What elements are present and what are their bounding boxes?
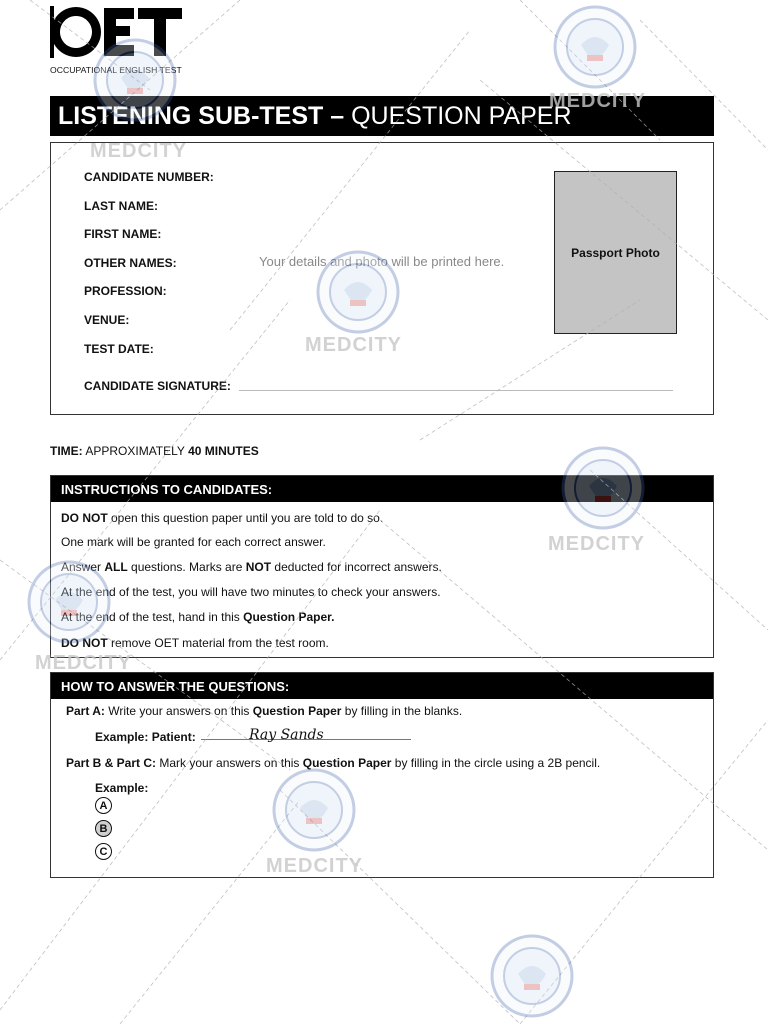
candidate-details-box bbox=[50, 142, 714, 415]
instructions-box bbox=[50, 475, 714, 658]
watermark-text: MEDCITY bbox=[549, 90, 646, 112]
how-to-answer-box bbox=[50, 672, 714, 878]
instruction-line: DO NOT open this question paper until you are told to do so. bbox=[61, 511, 384, 525]
profession-label: PROFESSION: bbox=[84, 284, 167, 298]
watermark-text: MEDCITY bbox=[266, 855, 363, 877]
example-patient-answer: Ray Sands bbox=[249, 727, 324, 743]
option-bubble-b: B bbox=[95, 820, 112, 837]
oet-logo bbox=[50, 6, 185, 78]
example-label: Example: bbox=[95, 781, 149, 795]
instruction-line: Answer ALL questions. Marks are NOT deducted for incorrect answers. bbox=[61, 560, 442, 574]
instructions-heading: INSTRUCTIONS TO CANDIDATES: bbox=[51, 476, 713, 502]
details-hint: Your details and photo will be printed here. bbox=[259, 254, 505, 269]
instruction-line: One mark will be granted for each correct answer. bbox=[61, 535, 326, 549]
part-bc-instruction: Part B & Part C: Mark your answers on this Question Paper by filling in the circle using a 2B pencil. bbox=[66, 756, 601, 770]
watermark-text: MEDCITY bbox=[90, 140, 187, 162]
other-names-label: OTHER NAMES: bbox=[84, 256, 177, 270]
page-title bbox=[50, 96, 714, 136]
passport-photo-box bbox=[554, 171, 677, 334]
logo-subtitle: OCCUPATIONAL ENGLISH TEST bbox=[50, 65, 182, 75]
signature-line bbox=[239, 390, 673, 391]
instruction-line: At the end of the test, you will have two minutes to check your answers. bbox=[61, 585, 441, 599]
time-value: 40 MINUTES bbox=[188, 444, 259, 458]
oet-logo-mark bbox=[50, 6, 182, 58]
watermark-text: MEDCITY bbox=[35, 652, 132, 674]
title-bold: LISTENING SUB-TEST – bbox=[58, 101, 345, 130]
instruction-line: At the end of the test, hand in this Question Paper. bbox=[61, 610, 335, 624]
candidate-number-label: CANDIDATE NUMBER: bbox=[84, 170, 214, 184]
instruction-line: DO NOT remove OET material from the test room. bbox=[61, 636, 329, 650]
watermark-text: MEDCITY bbox=[548, 533, 645, 555]
time-line bbox=[50, 444, 259, 458]
watermark-text: MEDCITY bbox=[305, 334, 402, 356]
time-text: APPROXIMATELY bbox=[85, 444, 185, 458]
passport-photo-label: Passport Photo bbox=[571, 245, 660, 260]
venue-label: VENUE: bbox=[84, 313, 130, 327]
seal-emblem bbox=[553, 5, 637, 89]
option-bubble-a: A bbox=[95, 797, 112, 814]
example-patient-label: Example: Patient: bbox=[95, 730, 196, 744]
option-bubble-c: C bbox=[95, 843, 112, 860]
title-light: QUESTION PAPER bbox=[351, 101, 572, 130]
first-name-label: FIRST NAME: bbox=[84, 227, 162, 241]
signature-label: CANDIDATE SIGNATURE: bbox=[84, 379, 231, 393]
last-name-label: LAST NAME: bbox=[84, 199, 158, 213]
seal-emblem bbox=[490, 934, 574, 1018]
part-a-instruction: Part A: Write your answers on this Question Paper by filling in the blanks. bbox=[66, 704, 463, 718]
test-date-label: TEST DATE: bbox=[84, 342, 154, 356]
time-label: TIME: bbox=[50, 444, 83, 458]
how-to-heading: HOW TO ANSWER THE QUESTIONS: bbox=[51, 673, 713, 699]
